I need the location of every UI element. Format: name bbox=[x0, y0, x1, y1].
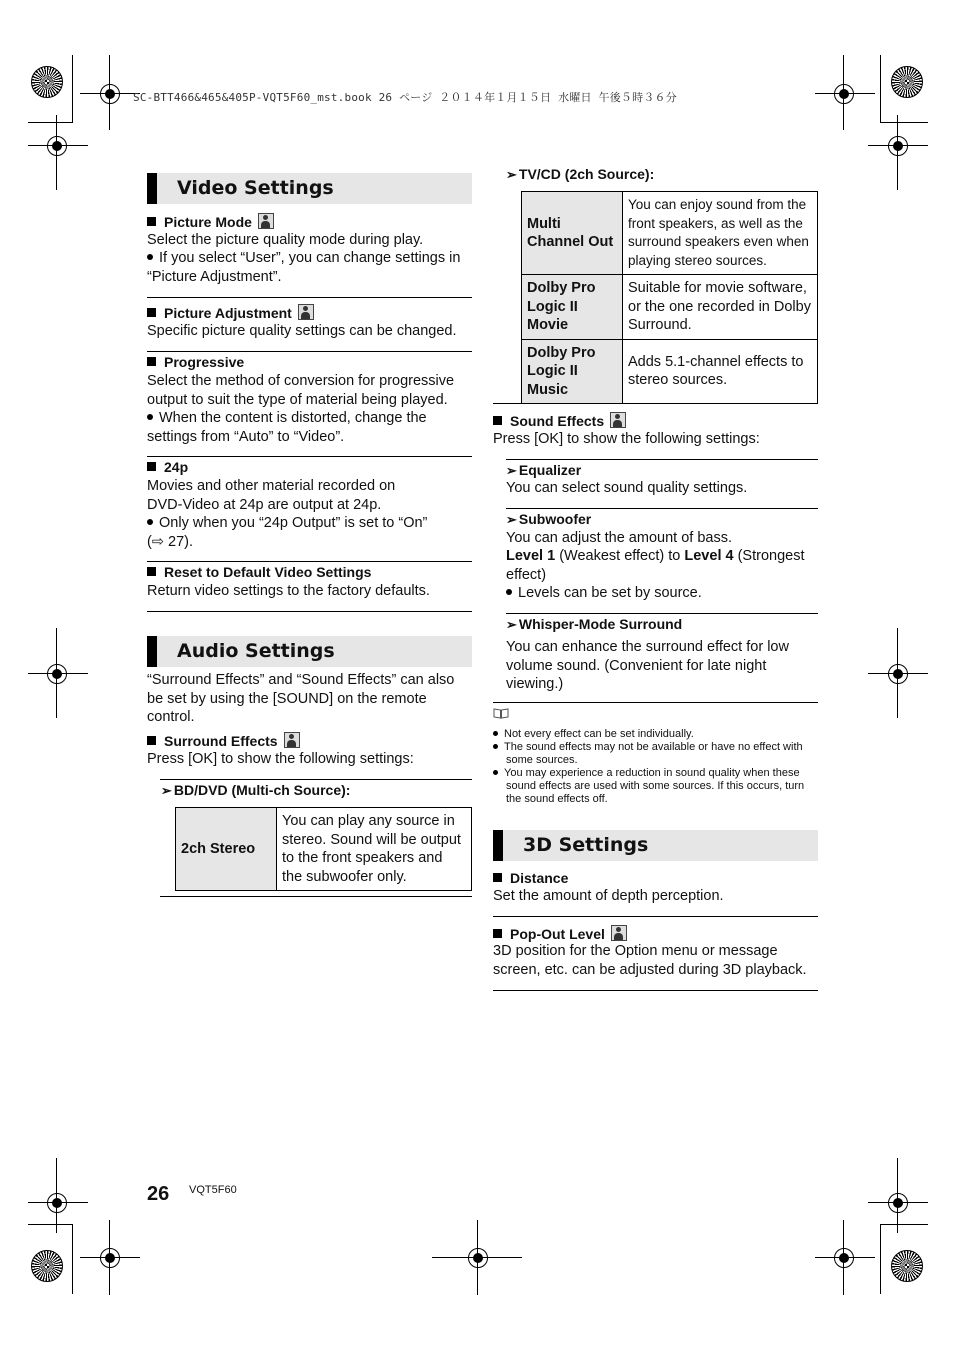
subwoofer-heading: ➢ Subwoofer bbox=[506, 511, 592, 527]
table-value: You can enjoy sound from the front speakers, as well as the surround speakers even when playing stereo sources. bbox=[623, 192, 818, 275]
registration-star-icon bbox=[31, 1250, 63, 1282]
progressive-bullet: When the content is distorted, change the settings from “Auto” to “Video”. bbox=[147, 410, 427, 445]
crop-line bbox=[56, 115, 57, 190]
tvcd-heading: ➢ TV/CD (2ch Source): bbox=[506, 166, 655, 182]
table-value: Adds 5.1-channel effects to stereo sources. bbox=[623, 339, 818, 404]
equalizer-text: You can select sound quality settings. bbox=[506, 480, 748, 496]
crop-line bbox=[28, 122, 73, 123]
section-title-3d: 3D Settings bbox=[523, 834, 649, 856]
crosshair-icon bbox=[888, 136, 908, 156]
bddvd-heading: ➢ BD/DVD (Multi-ch Source): bbox=[161, 782, 351, 798]
crop-line bbox=[477, 1220, 478, 1295]
section-title-audio: Audio Settings bbox=[177, 640, 335, 662]
divider bbox=[506, 613, 818, 614]
crop-line bbox=[868, 1202, 928, 1203]
24p-text: Movies and other material recorded on DVD-Video at 24p are output at 24p. bbox=[147, 478, 396, 513]
note-book-icon bbox=[493, 706, 509, 718]
whisper-heading: ➢ Whisper-Mode Surround bbox=[506, 616, 683, 632]
distance-heading: Distance bbox=[493, 870, 568, 886]
subwoofer-levels: Level 1 (Weakest effect) to Level 4 (Strongest effect) bbox=[506, 548, 805, 583]
crop-line bbox=[28, 145, 88, 146]
divider bbox=[147, 456, 472, 457]
picture-adjustment-heading: Picture Adjustment bbox=[147, 304, 314, 321]
table-key: Multi Channel Out bbox=[522, 192, 623, 275]
table-row bbox=[176, 808, 472, 891]
person-icon bbox=[258, 213, 274, 229]
divider bbox=[147, 611, 472, 612]
crop-line bbox=[815, 93, 875, 94]
crosshair-icon bbox=[47, 664, 67, 684]
person-icon bbox=[611, 925, 627, 941]
crosshair-icon bbox=[47, 136, 67, 156]
crop-line bbox=[72, 55, 73, 122]
registration-star-icon bbox=[891, 1250, 923, 1282]
reset-video-heading: Reset to Default Video Settings bbox=[147, 564, 371, 580]
divider bbox=[160, 896, 472, 897]
person-icon bbox=[610, 412, 626, 428]
picture-mode-text: Select the picture quality mode during play. bbox=[147, 232, 424, 248]
crosshair-icon bbox=[100, 1248, 120, 1268]
divider bbox=[493, 702, 818, 703]
crop-line bbox=[815, 1257, 875, 1258]
table-row bbox=[522, 192, 818, 275]
divider bbox=[147, 561, 472, 562]
registration-star-icon bbox=[31, 66, 63, 98]
tvcd-table bbox=[521, 191, 818, 404]
crop-line bbox=[880, 1224, 928, 1225]
crop-line bbox=[72, 1224, 73, 1294]
audio-intro: “Surround Effects” and “Sound Effects” can also be set by using the [SOUND] on the remote control. bbox=[147, 672, 455, 725]
picture-mode-heading: Picture Mode bbox=[147, 213, 274, 230]
section-band-audio bbox=[147, 636, 472, 667]
subwoofer-bullet: Levels can be set by source. bbox=[506, 584, 818, 603]
distance-text: Set the amount of depth perception. bbox=[493, 888, 724, 904]
crop-line bbox=[28, 1224, 73, 1225]
crop-line bbox=[56, 628, 57, 718]
table-row bbox=[522, 339, 818, 404]
table-value: You can play any source in stereo. Sound will be output to the front speakers and the subwoofer only. bbox=[277, 808, 472, 891]
crop-line bbox=[868, 145, 928, 146]
picture-adjustment-text: Specific picture quality settings can be changed. bbox=[147, 323, 457, 339]
crop-line bbox=[109, 1220, 110, 1295]
crop-line bbox=[80, 1257, 140, 1258]
crosshair-icon bbox=[47, 1193, 67, 1213]
crop-line bbox=[843, 55, 844, 130]
popout-text: 3D position for the Option menu or message screen, etc. can be adjusted during 3D playback. bbox=[493, 943, 807, 978]
divider bbox=[147, 297, 472, 298]
24p-bullet: Only when you “24p Output” is set to “On” (⇨ 27). bbox=[147, 515, 428, 550]
crop-line bbox=[80, 93, 140, 94]
crop-line bbox=[897, 628, 898, 718]
crop-line bbox=[897, 1158, 898, 1233]
divider bbox=[160, 779, 472, 780]
divider bbox=[506, 508, 818, 509]
page-number: 26 bbox=[147, 1183, 170, 1205]
table-key: Dolby Pro Logic II Music bbox=[522, 339, 623, 404]
crop-line bbox=[109, 55, 110, 130]
divider bbox=[506, 459, 818, 460]
bddvd-table bbox=[175, 807, 472, 891]
equalizer-heading: ➢ Equalizer bbox=[506, 462, 582, 478]
crosshair-icon bbox=[468, 1248, 488, 1268]
crop-line bbox=[897, 115, 898, 190]
crop-line bbox=[880, 122, 928, 123]
document-code: VQT5F60 bbox=[189, 1184, 237, 1196]
crosshair-icon bbox=[834, 84, 854, 104]
crop-line bbox=[28, 673, 88, 674]
table-key: 2ch Stereo bbox=[176, 808, 277, 891]
crosshair-icon bbox=[888, 664, 908, 684]
picture-mode-bullet: If you select “User”, you can change settings in “Picture Adjustment”. bbox=[147, 250, 461, 285]
table-value: Suitable for movie software, or the one recorded in Dolby Surround. bbox=[623, 275, 818, 340]
person-icon bbox=[284, 732, 300, 748]
note-item: You may experience a reduction in sound quality when these sound effects are used with some sources. If this occurs, turn the sound effects off. bbox=[493, 767, 811, 806]
24p-heading: 24p bbox=[147, 459, 188, 475]
crop-line bbox=[880, 55, 881, 122]
section-band-video bbox=[147, 173, 472, 204]
crosshair-icon bbox=[100, 84, 120, 104]
crop-line bbox=[56, 1158, 57, 1233]
sound-effects-heading: Sound Effects bbox=[493, 412, 626, 429]
progressive-text: Select the method of conversion for progressive output to suit the type of material being played. bbox=[147, 373, 455, 408]
subwoofer-text: You can adjust the amount of bass. bbox=[506, 530, 732, 546]
table-row bbox=[522, 275, 818, 340]
surround-effects-heading: Surround Effects bbox=[147, 732, 300, 749]
divider bbox=[147, 351, 472, 352]
progressive-heading: Progressive bbox=[147, 354, 244, 370]
note-item: The sound effects may not be available or have no effect with some sources. bbox=[493, 741, 811, 767]
sound-effects-text: Press [OK] to show the following settings: bbox=[493, 431, 760, 447]
divider bbox=[493, 403, 818, 404]
popout-heading: Pop-Out Level bbox=[493, 925, 627, 942]
crosshair-icon bbox=[888, 1193, 908, 1213]
print-header: SC-BTT466&465&405P-VQT5F60_mst.book 26 ページ ２０１４年１月１５日 水曜日 午後５時３６分 bbox=[133, 91, 677, 104]
crop-line bbox=[880, 1224, 881, 1294]
table-key: Dolby Pro Logic II Movie bbox=[522, 275, 623, 340]
crop-line bbox=[28, 1202, 88, 1203]
crosshair-icon bbox=[834, 1248, 854, 1268]
section-band-3d bbox=[493, 830, 818, 861]
section-title-video: Video Settings bbox=[177, 177, 334, 199]
registration-star-icon bbox=[891, 66, 923, 98]
person-icon bbox=[298, 304, 314, 320]
reset-video-text: Return video settings to the factory defaults. bbox=[147, 583, 430, 599]
whisper-text: You can enhance the surround effect for low volume sound. (Convenient for late night viewing.) bbox=[506, 639, 789, 692]
crop-line bbox=[843, 1220, 844, 1295]
surround-effects-text: Press [OK] to show the following settings: bbox=[147, 751, 414, 767]
divider bbox=[493, 990, 818, 991]
crop-line bbox=[868, 673, 928, 674]
note-item: Not every effect can be set individually. bbox=[493, 728, 818, 741]
divider bbox=[493, 916, 818, 917]
